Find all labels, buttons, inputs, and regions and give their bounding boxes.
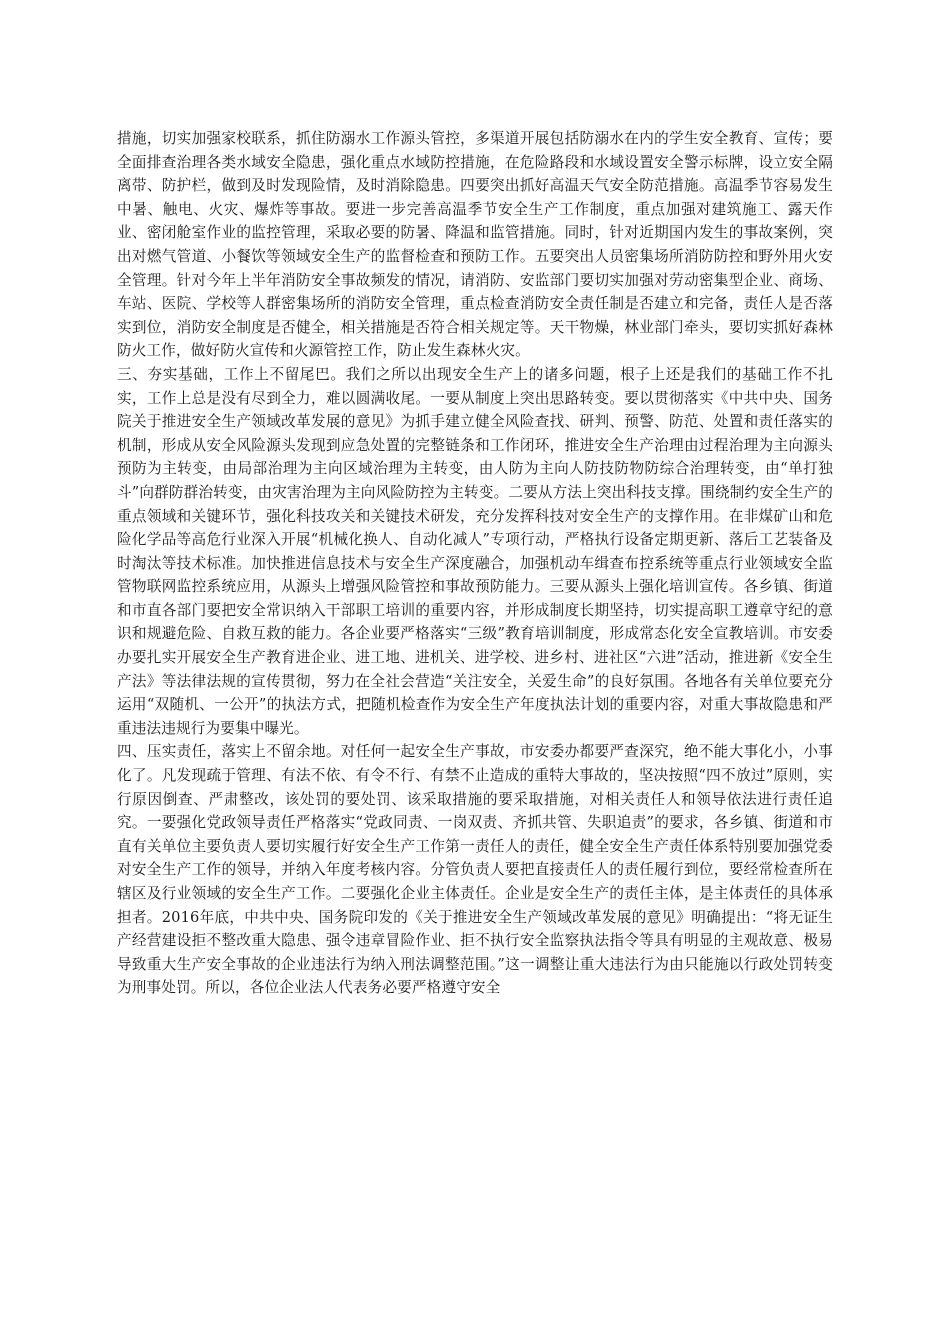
paragraph-continuation: 措施，切实加强家校联系，抓住防溺水工作源头管控，多渠道开展包括防溺水在内的学生安全教育、宣传；要全面排查治理各类水域安全隐患，强化重点水域防控措施，在危险路段和水域设置安全警示标牌，设立安全隔离带、防护栏，做到及时发现险情，及时消除隐患。四要突出抓好高温天气安全防范措施。高温季节容易发生中暑、触电、火灾、爆炸等事故。要进一步完善高温季节安全生产工作制度，重点加强对建筑施工、露天作业、密闭舱室作业的监控管理，采取必要的防暑、降温和监管措施。同时，针对近期国内发生的事故案例，突出对燃气管道、小餐饮等领域安全生产的监督检查和预防工作。五要突出人员密集场所消防防控和野外用火安全管理。针对今年上半年消防安全事故频发的情况，请消防、安监部门要切实加强对劳动密集型企业、商场、车站、医院、学校等人群密集场所的消防安全管理，重点检查消防安全责任制是否建立和完备，责任人是否落实到位，消防安全制度是否健全，相关措施是否符合相关规定等。天干物燥，林业部门牵头，要切实抓好森林防火工作，做好防火宣传和火源管控工作，防止发生森林火灾。 bbox=[117, 130, 833, 360]
document-body bbox=[117, 127, 833, 1000]
paragraph-section-four: 四、压实责任，落实上不留余地。对任何一起安全生产事故，市安委办都要严查深究，绝不能大事化小，小事化了。凡发现疏于管理、有法不依、有令不行、有禁不止造成的重特大事故的，坚决按照“四不放过”原则，实行原因倒查、严肃整改，该处罚的要处罚、该采取措施的要采取措施，对相关责任人和领导依法进行责任追究。一要强化党政领导责任严格落实“党政同责、一岗双责、齐抓共管、失职追责”的要求，各乡镇、街道和市直有关单位主要负责人要切实履行好安全生产工作第一责任人的责任，健全安全生产责任体系特别要加强党委对安全生产工作的领导，并纳入年度考核内容。分管负责人要把直接责任人的责任履行到位，要经常检查所在辖区及行业领域的安全生产工作。二要强化企业主体责任。企业是安全生产的责任主体，是主体责任的具体承担者。2016年底，中共中央、国务院印发的《关于推进安全生产领域改革发展的意见》明确提出：“将无证生产经营建设拒不整改重大隐患、强令违章冒险作业、拒不执行安全监察执法指令等具有明显的主观故意、极易导致重大生产安全事故的企业违法行为纳入刑法调整范围。”这一调整让重大违法行为由只能施以行政处罚转变为刑事处罚。所以，各位企业法人代表务必要严格遵守安全 bbox=[117, 743, 833, 997]
paragraph-section-three: 三、夯实基础，工作上不留尾巴。我们之所以出现安全生产上的诸多问题，根子上还是我们的基础工作不扎实，工作上总是没有尽到全力，难以圆满收尾。一要从制度上突出思路转变。要以贯彻落实《中共中央、国务院关于推进安全生产领域改革发展的意见》为抓手建立健全风险查找、研判、预警、防范、处置和责任落实的机制，形成从安全风险源头发现到应急处置的完整链条和工作闭环，推进安全生产治理由过程治理为主向源头预防为主转变，由局部治理为主向区域治理为主转变，由人防为主向人防技防物防综合治理转变，由“单打独斗”向群防群治转变，由灾害治理为主向风险防控为主转变。二要从方法上突出科技支撑。围绕制约安全生产的重点领域和关键环节，强化科技攻关和关键技术研发，充分发挥科技对安全生产的支撑作用。在非煤矿山和危险化学品等高危行业深入开展“机械化换人、自动化减人”专项行动，严格执行设备定期更新、落后工艺装备及时淘汰等技术标准。加快推进信息技术与安全生产深度融合，加强机动车缉查布控系统等重点行业领域安全监管物联网监控系统应用，从源头上增强风险管控和事故预防能力。三要从源头上强化培训宣传。各乡镇、街道和市直各部门要把安全常识纳入干部职工培训的重要内容，并形成制度长期坚持，切实提高职工遵章守纪的意识和规避危险、自救互救的能力。各企业要严格落实“三级”教育培训制度，形成常态化安全宣教培训。市安委办要扎实开展安全生产教育进企业、进工地、进机关、进学校、进乡村、进社区“六进”活动，推进新《安全生产法》等法律法规的宣传贯彻，努力在全社会营造“关注安全，关爱生命”的良好氛围。各地各有关单位要充分运用“双随机、一公开”的执法方式，把随机检查作为安全生产年度执法计划的重要内容，对重大事故隐患和严重违法违规行为要集中曝光。 bbox=[117, 365, 833, 737]
